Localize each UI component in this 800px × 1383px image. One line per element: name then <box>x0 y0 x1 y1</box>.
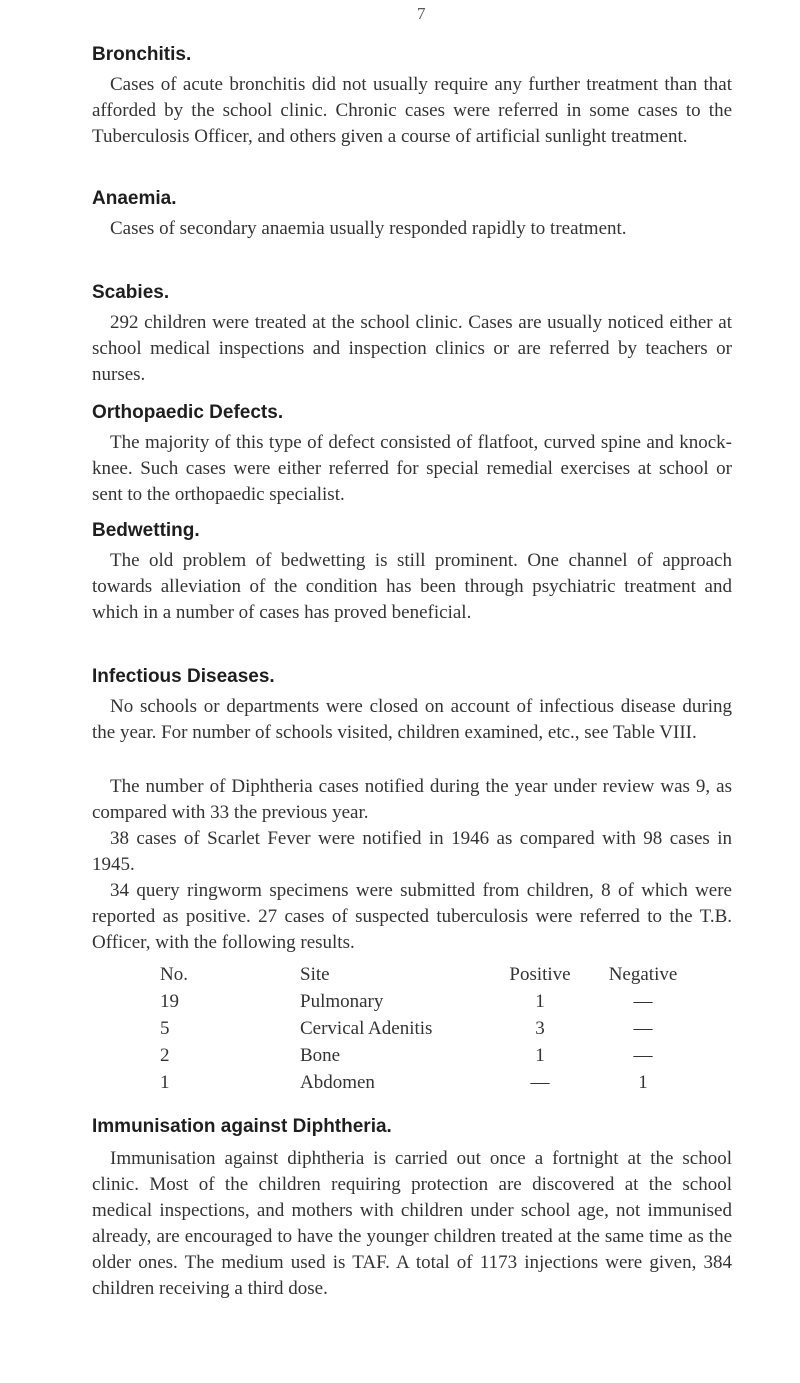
table-cell: Pulmonary <box>300 991 384 1012</box>
table-cell: 19 <box>160 991 179 1012</box>
table-row <box>160 1045 698 1072</box>
page-number: 7 <box>417 4 426 23</box>
tb-results-table <box>160 964 698 1099</box>
heading-orthopaedic: Orthopaedic Defects. <box>92 402 284 423</box>
table-header-row <box>160 964 698 991</box>
table-cell: 3 <box>535 1018 545 1039</box>
heading-immunisation: Immunisation against Diphtheria. <box>92 1116 392 1137</box>
table-header: Negative <box>608 964 678 985</box>
table-header: Site <box>300 964 330 985</box>
table-cell: 5 <box>160 1018 170 1039</box>
para-infectious-1: No schools or departments were closed on account of infectious disease during the year. For number of schools visited, children examined, etc., see Table VIII. <box>92 696 732 743</box>
table-row <box>160 1018 698 1045</box>
table-cell: Abdomen <box>300 1072 375 1093</box>
para-bedwetting: The old problem of bedwetting is still prominent. One channel of approach towards alleviation of the condition has been through psychiatric treatment and which in a number of cases has proved beneficial. <box>92 550 732 623</box>
table-row <box>160 1072 698 1099</box>
table-cell: — <box>530 1072 550 1093</box>
para-bronchitis: Cases of acute bronchitis did not usually require any further treatment than that afforded by the school clinic. Chronic cases were referred in some cases to the Tuberculosis Officer, and others given a course of artificial sunlight treatment. <box>92 74 732 147</box>
para-anaemia: Cases of secondary anaemia usually responded rapidly to treatment. <box>110 218 627 239</box>
para-infectious-3: 38 cases of Scarlet Fever were notified in 1946 as compared with 98 cases in 1945. <box>92 828 732 875</box>
table-header: Positive <box>509 964 571 985</box>
table-cell: 1 <box>535 1045 545 1066</box>
para-immunisation: Immunisation against diphtheria is carried out once a fortnight at the school clinic. Most of the children requiring protection are discovered at the school medical inspections, and mothers with children under school age, not immunised already, are encouraged to have the younger children treated at the same time as the older ones. The medium used is TAF. A total of 1173 injections were given, 384 children receiving a third dose. <box>92 1148 732 1299</box>
table-cell: — <box>633 1045 653 1066</box>
heading-infectious: Infectious Diseases. <box>92 666 275 687</box>
table-cell: Bone <box>300 1045 341 1066</box>
para-orthopaedic: The majority of this type of defect consisted of flatfoot, curved spine and knock-knee. Such cases were either referred for special remedial exercises at school or sent to the orthopaedic specialist. <box>92 432 732 505</box>
heading-scabies: Scabies. <box>92 282 170 303</box>
table-cell: — <box>633 1018 653 1039</box>
table-cell: Cervical Adenitis <box>300 1018 433 1039</box>
table-header: No. <box>160 964 188 985</box>
para-infectious-2: The number of Diphtheria cases notified during the year under review was 9, as compared with 33 the previous year. <box>92 776 732 823</box>
table-cell: 2 <box>160 1045 170 1066</box>
table-cell: 1 <box>160 1072 170 1093</box>
heading-bronchitis: Bronchitis. <box>92 44 192 65</box>
table-row <box>160 991 698 1018</box>
table-cell: 1 <box>638 1072 648 1093</box>
heading-anaemia: Anaemia. <box>92 188 177 209</box>
table-cell: 1 <box>535 991 545 1012</box>
heading-bedwetting: Bedwetting. <box>92 520 200 541</box>
para-scabies: 292 children were treated at the school clinic. Cases are usually noticed either at school medical inspections and inspection clinics or are referred by teachers or nurses. <box>92 312 732 385</box>
para-infectious-4: 34 query ringworm specimens were submitted from children, 8 of which were reported as positive. 27 cases of suspected tuberculosis were referred to the T.B. Officer, with the following results. <box>92 880 732 953</box>
table-cell: — <box>633 991 653 1012</box>
